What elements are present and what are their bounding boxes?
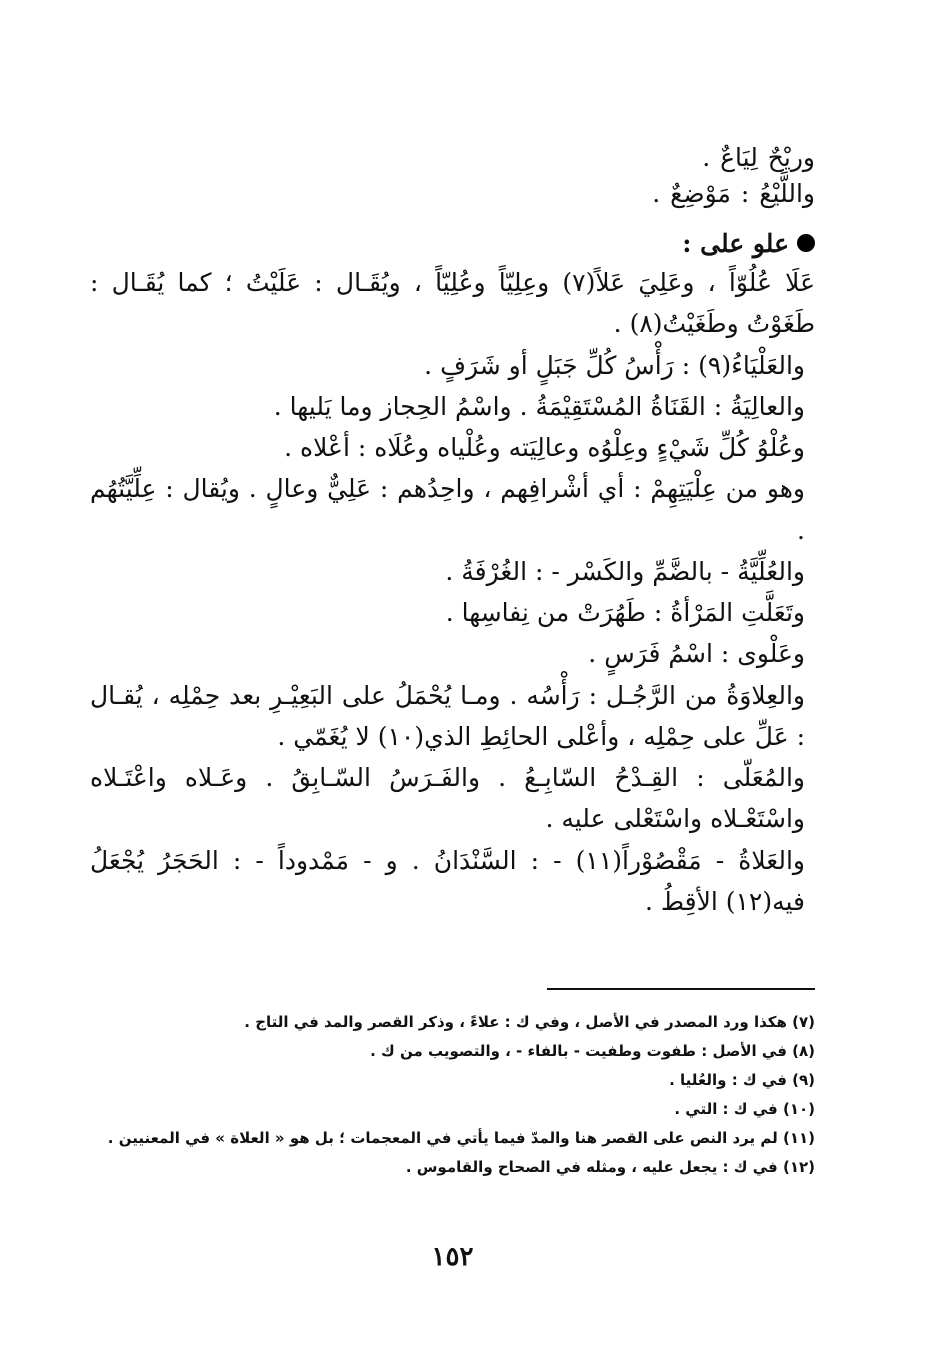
- footnote: (٩) في ك : والعُليا .: [669, 1071, 815, 1089]
- entry-heading: [90, 225, 815, 263]
- dictionary-page: [90, 140, 815, 1300]
- footnote: (١٢) في ك : يجعل عليه ، ومثله في الصحاح والقاموس .: [405, 1158, 815, 1176]
- footnotes: [90, 1008, 815, 1182]
- entry-paragraph: والعُلِّيَّةُ - بالضَّمِّ والكَسْر - : الغُرْفَةُ .: [445, 556, 805, 586]
- entry-paragraph: وعَلْوى : اسْمُ فَرَسٍ .: [588, 639, 805, 669]
- entry-paragraph: والعَلْيَاءُ(٩) : رَأْسُ كُلِّ جَبَلٍ أو شَرَفٍ .: [424, 350, 805, 380]
- bullet-icon: [797, 234, 815, 252]
- footnote-divider: [547, 988, 815, 990]
- entry-line: واللَّيْعُ : مَوْضِعٌ .: [652, 179, 815, 209]
- entry-line: وريْحٌ لِيَاعٌ .: [702, 143, 815, 172]
- footnote: (٨) في الأصل : طفوت وطفيت - بالفاء - ، والتصويب من ك .: [370, 1042, 815, 1060]
- entry-heading-text: علو على :: [682, 228, 789, 258]
- footnote: (١١) لم يرد النص على القصر هنا والمدّ فيما يأتي في المعجمات ؛ بل هو « العلاة » في المعنيين .: [107, 1129, 815, 1147]
- entry-paragraph: والعَلاةُ - مَقْصُوْراً(١١) - : السَّنْدَانُ . و - مَمْدوداً - : الحَجَرُ يُجْعَلُ فيه(١٢) الأقِطُ .: [90, 845, 805, 916]
- entry-paragraph: والعِلاوَةُ من الرَّجُـل : رَأْسُه . ومـا يُحْمَلُ على البَعِيْـرِ بعد حِمْلِه ، يُقـال : عَلِّ على حِمْلِه ، وأعْلى الحائِطِ الذي(١٠) لا يُغَمّي .: [90, 680, 805, 751]
- entry-paragraph: وتَعَلَّتِ المَرْأةُ : طَهُرَتْ من نِفاسِها .: [445, 598, 805, 627]
- footnote: (١٠) في ك : التي .: [674, 1100, 815, 1118]
- page-number: ١٥٢: [431, 1242, 474, 1272]
- entry-paragraph: وهو من عِلْيَتِهِمْ : أي أشْرافِهم ، واحِدُهم : عَلِيٌّ وعالٍ . ويُقال : عِلِّيَّتُهُم .: [90, 474, 805, 545]
- entry-paragraph: والعالِيَةُ : القَنَاةُ المُسْتَقِيْمَةُ . واسْمُ الحِجاز وما يَليها .: [273, 391, 805, 421]
- entry-paragraph: والمُعَلّى : القِـدْحُ السّابِـعُ . والفَـرَسُ السّـابِقُ . وعَـلاه واعْتَـلاه واسْتَعْـلاه واسْتَعْلى عليه .: [90, 763, 805, 834]
- footnote: (٧) هكذا ورد المصدر في الأصل ، وفي ك : علاءً ، وذكر القصر والمد في التاج .: [244, 1013, 815, 1031]
- entry-paragraph: عَلَا عُلُوّاً ، وعَلِيَ عَلاً(٧) وعِلِيّاً وعُلِيّاً ، ويُقَـال : عَلَيْتُ ؛ كما يُقَـال : طَغَوْتُ وطَغَيْتُ(٨) .: [90, 268, 816, 339]
- entry-paragraph: وعُلْوُ كُلِّ شَيْءٍ وعِلْوُه وعالِيَته وعُلْياه وعُلَاه : أعْلاه .: [284, 433, 805, 462]
